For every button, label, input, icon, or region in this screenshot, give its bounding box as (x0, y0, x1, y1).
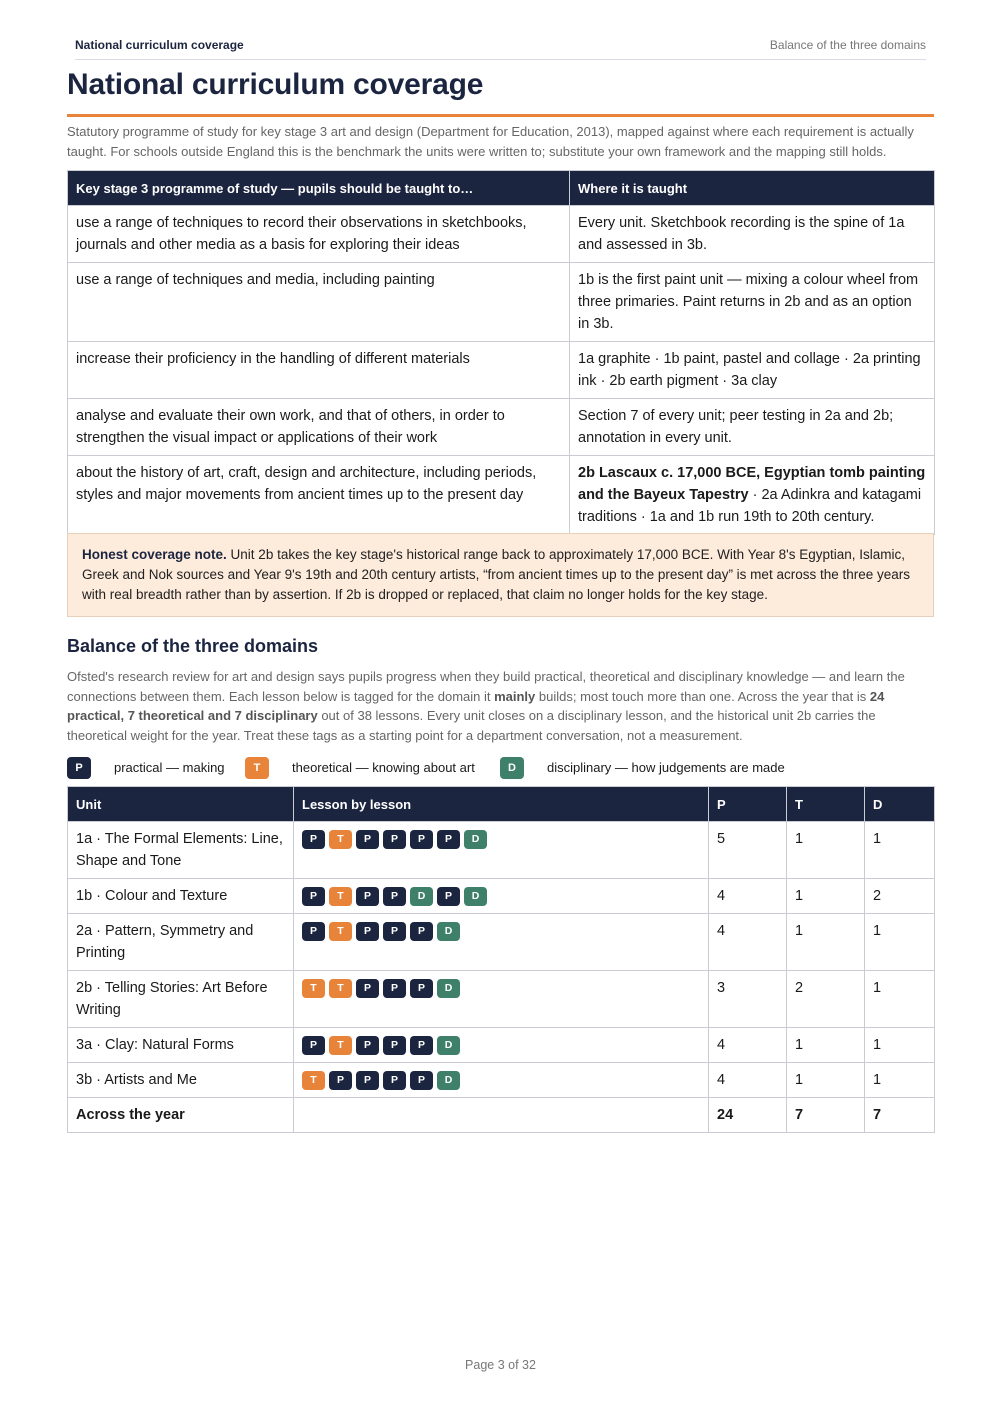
coverage-note-callout (67, 533, 934, 617)
p-count: 4 (709, 1063, 787, 1098)
page-number: Page 3 of 32 (465, 1358, 536, 1372)
where-cell (570, 456, 935, 535)
lesson-tag-practical: P (410, 1071, 433, 1090)
para-text: out of 38 lessons. Every unit closes on a disciplinary lesson, and the historical unit 2b carries the theoretical weight for the year. Treat these tags as a starting point for a department conversation, not a measurement. (67, 708, 876, 743)
lesson-tags-cell (294, 879, 709, 914)
para-text: builds; most touch more than one. Across the year that is (535, 688, 870, 704)
coverage-row (68, 456, 935, 535)
coverage-row (68, 342, 935, 399)
d-count: 1 (865, 822, 935, 879)
d-count: 2 (865, 879, 935, 914)
legend-badge-theoretical: T (245, 757, 269, 779)
p-count: 4 (709, 879, 787, 914)
lesson-tag-theoretical: T (329, 830, 352, 849)
callout-text: Unit 2b takes the key stage's historical range back to approximately 17,000 BCE. With Year 8's Egyptian, Islamic, Greek and Nok sources and Year 9's 19th and 20th century artists, “from ancient times up to the present day” is met across the three years with real breadth rather than by assertion. If 2b is dropped or replaced, that claim no longer holds for the key stage. (82, 547, 911, 602)
lesson-tag-practical: P (410, 1036, 433, 1055)
where-cell (570, 263, 935, 342)
column-header-lessons: Lesson by lesson (294, 787, 709, 822)
requirement-cell: use a range of techniques to record their observations in sketchbooks, journals and other media as a basis for exploring their ideas (68, 206, 570, 263)
where-cell (570, 342, 935, 399)
requirement-cell: use a range of techniques and media, including painting (68, 263, 570, 342)
where-text: 1b is the first paint unit — mixing a colour wheel from three primaries. Paint returns in 2b and as an option in 3b. (578, 272, 919, 332)
lesson-tag-disciplinary: D (437, 1071, 460, 1090)
t-count: 1 (787, 1028, 865, 1063)
requirement-cell: analyse and evaluate their own work, and that of others, in order to strengthen the visual impact or applications of their work (68, 399, 570, 456)
requirement-cell: about the history of art, craft, design and architecture, including periods, styles and major movements from ancient times up to the present day (68, 456, 570, 535)
where-text: Every unit. Sketchbook recording is the spine of 1a and assessed in 3b. (578, 215, 905, 253)
lesson-tag-practical: P (410, 922, 433, 941)
para-text: Ofsted's research review for art and design says pupils progress when they build practical, theoretical and disciplinary knowledge — and learn the connections between them. Each lesson below is tagged for the domain it (67, 669, 905, 704)
d-count: 1 (865, 1063, 935, 1098)
coverage-table (67, 170, 935, 535)
page-title: National curriculum coverage (67, 68, 484, 101)
unit-cell: 2a · Pattern, Symmetry and Printing (68, 914, 294, 971)
lesson-tag-theoretical: T (329, 1036, 352, 1055)
lesson-tag-practical: P (383, 922, 406, 941)
lesson-tag-practical: P (383, 1071, 406, 1090)
lesson-tag-practical: P (410, 830, 433, 849)
lesson-tag-theoretical: T (329, 922, 352, 941)
total-p: 24 (709, 1098, 787, 1133)
intro-paragraph: Statutory programme of study for key stage 3 art and design (Department for Education, 2013), mapped against where each requirement is actually taught. For schools outside England this is the benchmark the units were written to; substitute your own framework and the mapping still holds. (67, 124, 914, 159)
lesson-tag-disciplinary: D (464, 887, 487, 906)
lesson-tag-disciplinary: D (410, 887, 433, 906)
p-count: 4 (709, 914, 787, 971)
lesson-tag-practical: P (302, 830, 325, 849)
coverage-header-row (68, 171, 935, 206)
lesson-tag-disciplinary: D (464, 830, 487, 849)
requirement-cell: increase their proficiency in the handling of different materials (68, 342, 570, 399)
unit-row (68, 1028, 935, 1063)
where-cell (570, 399, 935, 456)
unit-row (68, 914, 935, 971)
total-d: 7 (865, 1098, 935, 1133)
lesson-tag-disciplinary: D (437, 1036, 460, 1055)
lesson-tag-practical: P (437, 887, 460, 906)
legend-label-theoretical: theoretical — knowing about art (292, 760, 475, 775)
t-count: 2 (787, 971, 865, 1028)
column-header-t: T (787, 787, 865, 822)
p-count: 5 (709, 822, 787, 879)
lesson-tag-practical: P (356, 887, 379, 906)
coverage-row (68, 263, 935, 342)
where-text: · 2a Adinkra and katagami traditions · 1a and 1b run 19th to 20th century. (578, 487, 922, 525)
unit-row (68, 971, 935, 1028)
where-text: Section 7 of every unit; peer testing in 2a and 2b; annotation in every unit. (578, 408, 894, 446)
total-t: 7 (787, 1098, 865, 1133)
column-header-p: P (709, 787, 787, 822)
total-label: Across the year (68, 1098, 294, 1133)
para-emphasis: mainly (494, 688, 536, 704)
p-count: 3 (709, 971, 787, 1028)
lesson-tag-practical: P (356, 830, 379, 849)
coverage-row (68, 206, 935, 263)
column-header-d: D (865, 787, 935, 822)
t-count: 1 (787, 1063, 865, 1098)
total-row (68, 1098, 935, 1133)
lesson-tags-cell (294, 1028, 709, 1063)
lesson-tag-practical: P (383, 830, 406, 849)
lesson-tags-cell (294, 822, 709, 879)
legend-label-disciplinary: disciplinary — how judgements are made (547, 760, 785, 775)
lesson-tag-practical: P (383, 887, 406, 906)
unit-cell: 1a · The Formal Elements: Line, Shape and Tone (68, 822, 294, 879)
running-head-right: Balance of the three domains (769, 38, 926, 52)
legend-badge-practical: P (67, 757, 91, 779)
column-header-where: Where it is taught (570, 171, 935, 206)
lesson-tag-practical: P (356, 1036, 379, 1055)
t-count: 1 (787, 914, 865, 971)
unit-cell: 3b · Artists and Me (68, 1063, 294, 1098)
d-count: 1 (865, 914, 935, 971)
lesson-tag-practical: P (356, 1071, 379, 1090)
domains-paragraph (67, 667, 934, 745)
unit-cell: 1b · Colour and Texture (68, 879, 294, 914)
column-header-requirement: Key stage 3 programme of study — pupils should be taught to… (68, 171, 570, 206)
lesson-tag-practical: P (302, 887, 325, 906)
p-count: 4 (709, 1028, 787, 1063)
lesson-tag-theoretical: T (302, 1071, 325, 1090)
para-emphasis: 24 practical, 7 theoretical and 7 disciplinary (67, 688, 885, 723)
callout-label: Honest coverage note. (82, 547, 227, 562)
section-heading: Balance of the three domains (67, 636, 319, 656)
lesson-tag-practical: P (302, 922, 325, 941)
lesson-tag-practical: P (383, 1036, 406, 1055)
unit-cell: 3a · Clay: Natural Forms (68, 1028, 294, 1063)
where-text: 1a graphite · 1b paint, pastel and collage · 2a printing ink · 2b earth pigment · 3a clay (578, 351, 921, 389)
unit-row (68, 879, 935, 914)
legend-label-practical: practical — making (114, 760, 225, 775)
running-head (75, 38, 926, 60)
column-header-unit: Unit (68, 787, 294, 822)
lesson-tag-practical: P (410, 979, 433, 998)
lesson-tag-practical: P (437, 830, 460, 849)
balance-header-row (68, 787, 935, 822)
lesson-tags-cell (294, 971, 709, 1028)
unit-cell: 2b · Telling Stories: Art Before Writing (68, 971, 294, 1028)
balance-table (67, 786, 935, 1133)
lesson-tag-practical: P (356, 922, 379, 941)
d-count: 1 (865, 971, 935, 1028)
title-underline (67, 114, 934, 117)
lesson-tag-theoretical: T (302, 979, 325, 998)
d-count: 1 (865, 1028, 935, 1063)
total-lessons-cell (294, 1098, 709, 1133)
lesson-tags-cell (294, 1063, 709, 1098)
t-count: 1 (787, 879, 865, 914)
lesson-tag-practical: P (383, 979, 406, 998)
coverage-row (68, 399, 935, 456)
legend-badge-disciplinary: D (500, 757, 524, 779)
lesson-tag-disciplinary: D (437, 922, 460, 941)
lesson-tag-practical: P (356, 979, 379, 998)
lesson-tag-disciplinary: D (437, 979, 460, 998)
where-bold: 2b Lascaux c. 17,000 BCE, Egyptian tomb painting and the Bayeux Tapestry (578, 465, 926, 503)
lesson-tag-practical: P (302, 1036, 325, 1055)
unit-row (68, 1063, 935, 1098)
lesson-tag-theoretical: T (329, 887, 352, 906)
lesson-tag-practical: P (329, 1071, 352, 1090)
t-count: 1 (787, 822, 865, 879)
lesson-tags-cell (294, 914, 709, 971)
lesson-tag-theoretical: T (329, 979, 352, 998)
where-cell (570, 206, 935, 263)
running-head-left: National curriculum coverage (75, 38, 244, 52)
unit-row (68, 822, 935, 879)
